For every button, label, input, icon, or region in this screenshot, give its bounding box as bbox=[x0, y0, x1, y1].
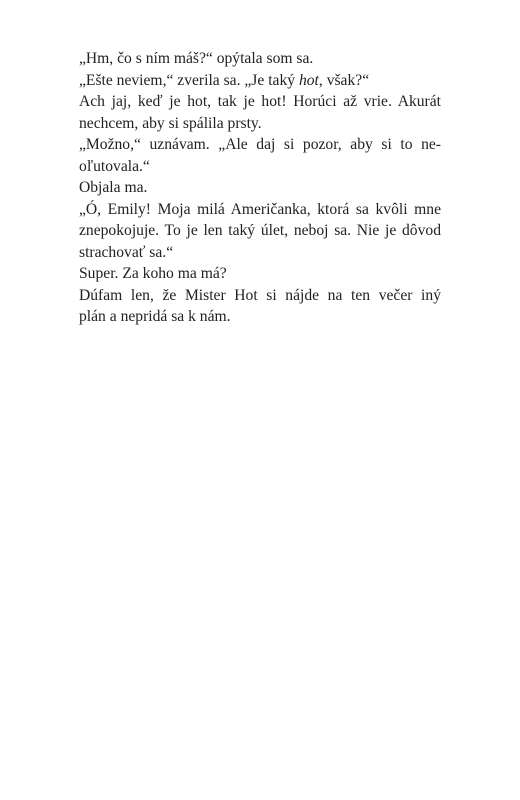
italic-word: hot bbox=[298, 71, 319, 89]
text-line: nechcem, aby si spálila prsty. bbox=[79, 114, 262, 132]
paragraph bbox=[79, 91, 441, 134]
paragraph bbox=[79, 70, 441, 92]
text-line: Super. Za koho ma má? bbox=[79, 265, 227, 282]
text-line: oľutovala.“ bbox=[79, 157, 150, 175]
text-line: Dúfam len, že Mister Hot si nájde na ten večer iný bbox=[79, 286, 441, 304]
text-line: „Ó, Emily! Moja milá Američanka, ktorá sa kvôli mne bbox=[79, 200, 441, 218]
text-line: plán a nepridá sa k nám. bbox=[79, 308, 231, 325]
body-text bbox=[79, 48, 441, 328]
text-line: strachovať sa.“ bbox=[79, 243, 174, 261]
text-line: znepokojuje. To je len taký úlet, neboj sa. Nie je dôvod bbox=[79, 222, 441, 239]
paragraph bbox=[79, 177, 441, 199]
text-line bbox=[79, 70, 441, 92]
text-line: „Hm, čo s ním máš?“ opýtala som sa. bbox=[79, 50, 314, 67]
paragraph bbox=[79, 199, 441, 264]
paragraph bbox=[79, 263, 441, 285]
paragraph bbox=[79, 134, 441, 177]
paragraph bbox=[79, 48, 441, 70]
text-line: Objala ma. bbox=[79, 179, 148, 196]
paragraph bbox=[79, 285, 441, 328]
text-line: Ach jaj, keď je hot, tak je hot! Horúci až vrie. Akurát bbox=[79, 93, 441, 110]
text-segment: , však?“ bbox=[318, 71, 370, 89]
text-line: „Možno,“ uznávam. „Ale daj si pozor, aby si to ne- bbox=[79, 136, 441, 153]
text-segment: „Ešte neviem,“ zverila sa. „Je taký bbox=[79, 71, 299, 89]
